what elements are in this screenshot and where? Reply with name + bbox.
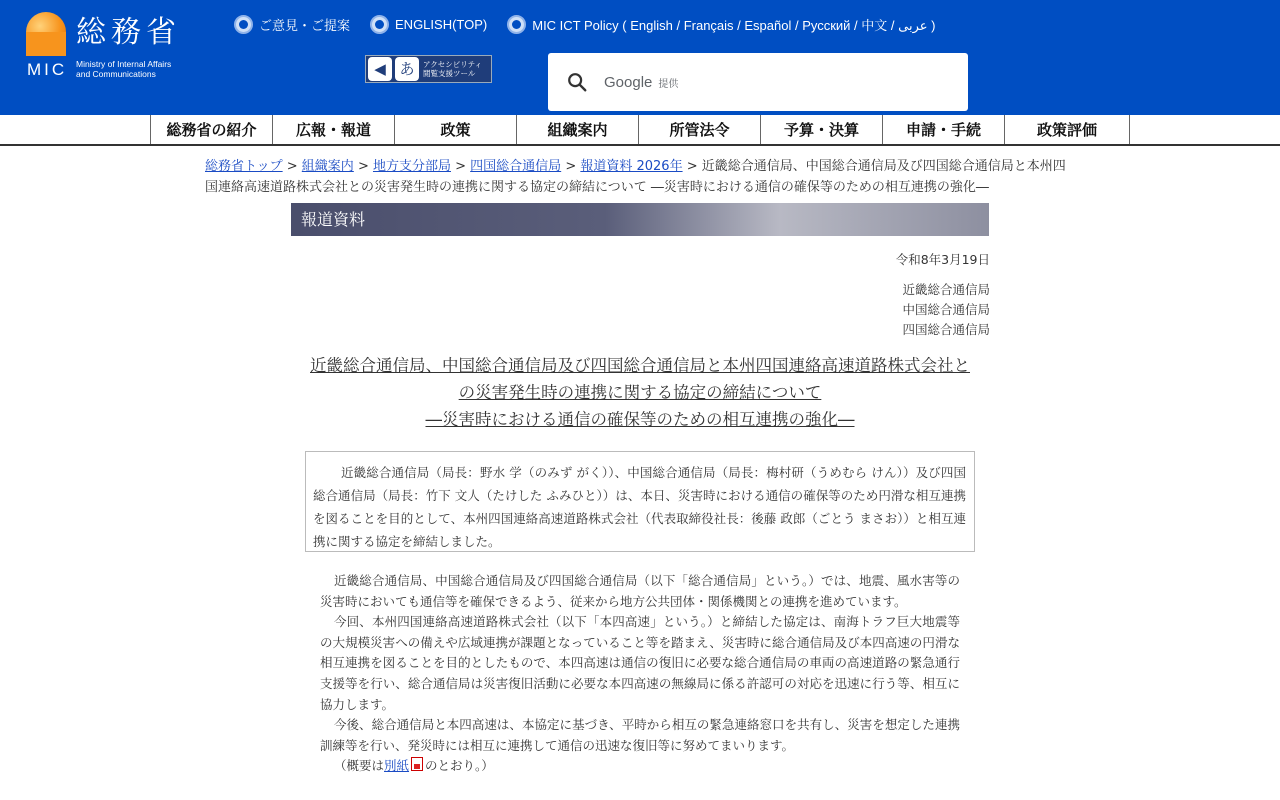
global-nav-items <box>150 115 1130 144</box>
nav-item-laws[interactable]: 所管法令 <box>639 115 761 144</box>
search-provided-label: 提供 <box>658 78 679 90</box>
pdf-icon <box>411 757 423 771</box>
search-input[interactable] <box>548 53 968 111</box>
breadcrumb-link-press-2026[interactable]: 報道資料 2026年 <box>580 159 683 174</box>
accessibility-tool-button[interactable] <box>365 55 492 83</box>
logo-emblem-base <box>26 32 66 56</box>
link-opinion[interactable] <box>234 15 350 34</box>
logo-subtitle <box>76 59 171 79</box>
nav-item-press[interactable]: 広報・報道 <box>273 115 395 144</box>
release-date: 令和8年3月19日 <box>895 252 990 267</box>
global-nav <box>0 115 1280 146</box>
link-opinion-label: ご意見・ご提案 <box>259 17 351 33</box>
body-paragraph: 今後、総合通信局と本四高速は、本協定に基づき、平時から相互の緊急連絡窓口を共有し、災害を想定した連携訓練等を行い、発災時には相互に連携して通信の迅速な復旧等に努めてまいります。 <box>320 717 960 753</box>
title-line-1: 近畿総合通信局、中国総合通信局及び四国総合通信局と本州四国連絡高速道路株式会社と <box>310 356 970 375</box>
breadcrumb: 総務省トップ > 組織案内 > 地方支分部局 > 四国総合通信局 > 報道資料 2026年 > 近畿総合通信局、中国総合通信局及び四国総合通信局と本州四国連絡高速道路株式会社との災害発生時の連携に関する協定の締結について ―災害時における通信の確保等のための相互連携の強化― <box>205 159 1066 195</box>
logo-mic: MIC <box>27 60 68 79</box>
bullet-icon <box>234 15 253 34</box>
annex-note <box>320 756 960 777</box>
nav-item-policy[interactable]: 政策 <box>395 115 517 144</box>
breadcrumb-link-shikoku[interactable]: 四国総合通信局 <box>470 159 562 174</box>
annex-prefix: （概要は <box>334 758 385 774</box>
search-icon[interactable] <box>566 71 588 93</box>
speaker-icon: ◀ <box>368 57 392 81</box>
annex-suffix: のとおり。） <box>425 758 494 774</box>
link-ict-policy[interactable] <box>507 15 935 34</box>
header-links <box>234 14 955 34</box>
body-text <box>320 571 960 777</box>
page-title <box>292 352 988 433</box>
search-google-label: Google <box>604 73 653 91</box>
summary-box: 近畿総合通信局（局長：野水 学（のみず がく））、中国総合通信局（局長：梅村研（うめむら けん））及び四国総合通信局（局長：竹下 文人（たけした ふみひと））は、本日、災害時における通信の確保等のため円滑な相互連携を図ることを目的として、本州四国連絡高速道路株式会社（代表取締役社長：後藤 政郎（ごとう まさお））と相互連携に関する協定を締結しました。 <box>305 451 975 552</box>
body-paragraph: 今回、本州四国連絡高速道路株式会社（以下「本四高速」という。）と締結した協定は、南海トラフ巨大地震等の大規模災害への備えや広域連携が課題となっていること等を踏まえ、災害時に総合通信局及び本四高速の円滑な相互連携を図ることを目的としたもので、本四高速は通信の復旧に必要な総合通信局の車両の高速道路の緊急通行支援等を行い、総合通信局は災害復旧活動に必要な本四高速の無線局に係る許認可の対応を迅速に行う等、相互に協力します。 <box>320 614 960 712</box>
site-header <box>0 0 1280 115</box>
accessibility-line2: 閲覧支援ツール <box>423 69 476 78</box>
breadcrumb-link-regional[interactable]: 地方支分部局 <box>372 159 451 174</box>
title-line-2: の災害発生時の連携に関する協定の締結について <box>458 383 822 402</box>
title-line-3: ―災害時における通信の確保等のための相互連携の強化― <box>425 410 855 429</box>
hiragana-icon: あ <box>395 57 419 81</box>
accessibility-line1: アクセシビリティ <box>423 60 483 69</box>
breadcrumb-link-top[interactable]: 総務省トップ <box>205 159 283 174</box>
press-release-heading: 報道資料 <box>291 203 989 236</box>
issuer-chugoku: 中国総合通信局 <box>902 302 990 317</box>
nav-item-organization[interactable]: 組織案内 <box>517 115 639 144</box>
nav-item-budget[interactable]: 予算・決算 <box>761 115 883 144</box>
link-english-top-label: ENGLISH(TOP) <box>395 16 488 32</box>
nav-item-applications[interactable]: 申請・手続 <box>883 115 1005 144</box>
bullet-icon <box>370 15 389 34</box>
breadcrumb-current: 近畿総合通信局、中国総合通信局及び四国総合通信局と本州四国連絡高速道路株式会社との災害発生時の連携に関する協定の締結について ―災害時における通信の確保等のための相互連携の強化― <box>205 159 1066 195</box>
annex-link[interactable]: 別紙 <box>384 758 410 774</box>
link-english-top[interactable] <box>370 15 487 34</box>
logo-subtitle-line2: and Communications <box>76 69 156 79</box>
issuer-shikoku: 四国総合通信局 <box>902 322 990 337</box>
logo-subtitle-line1: Ministry of Internal Affairs <box>76 59 172 69</box>
logo-kanji: 総務省 <box>76 15 181 50</box>
issuer-kinki: 近畿総合通信局 <box>902 282 990 297</box>
link-ict-policy-label: MIC ICT Policy ( English / Français / Español / Русский / 中文 / عربى ) <box>532 17 936 33</box>
body-paragraph: 近畿総合通信局、中国総合通信局及び四国総合通信局（以下「総合通信局」という。）では、地震、風水害等の災害時においても通信等を確保できるよう、従来から地方公共団体・関係機関との連携を進めています。 <box>320 573 960 609</box>
nav-item-about[interactable]: 総務省の紹介 <box>151 115 273 144</box>
breadcrumb-link-organization[interactable]: 組織案内 <box>301 159 354 174</box>
accessibility-tool-label <box>423 60 482 78</box>
nav-item-evaluation[interactable]: 政策評価 <box>1005 115 1130 144</box>
bullet-icon <box>507 15 526 34</box>
mic-logo[interactable] <box>26 12 216 82</box>
